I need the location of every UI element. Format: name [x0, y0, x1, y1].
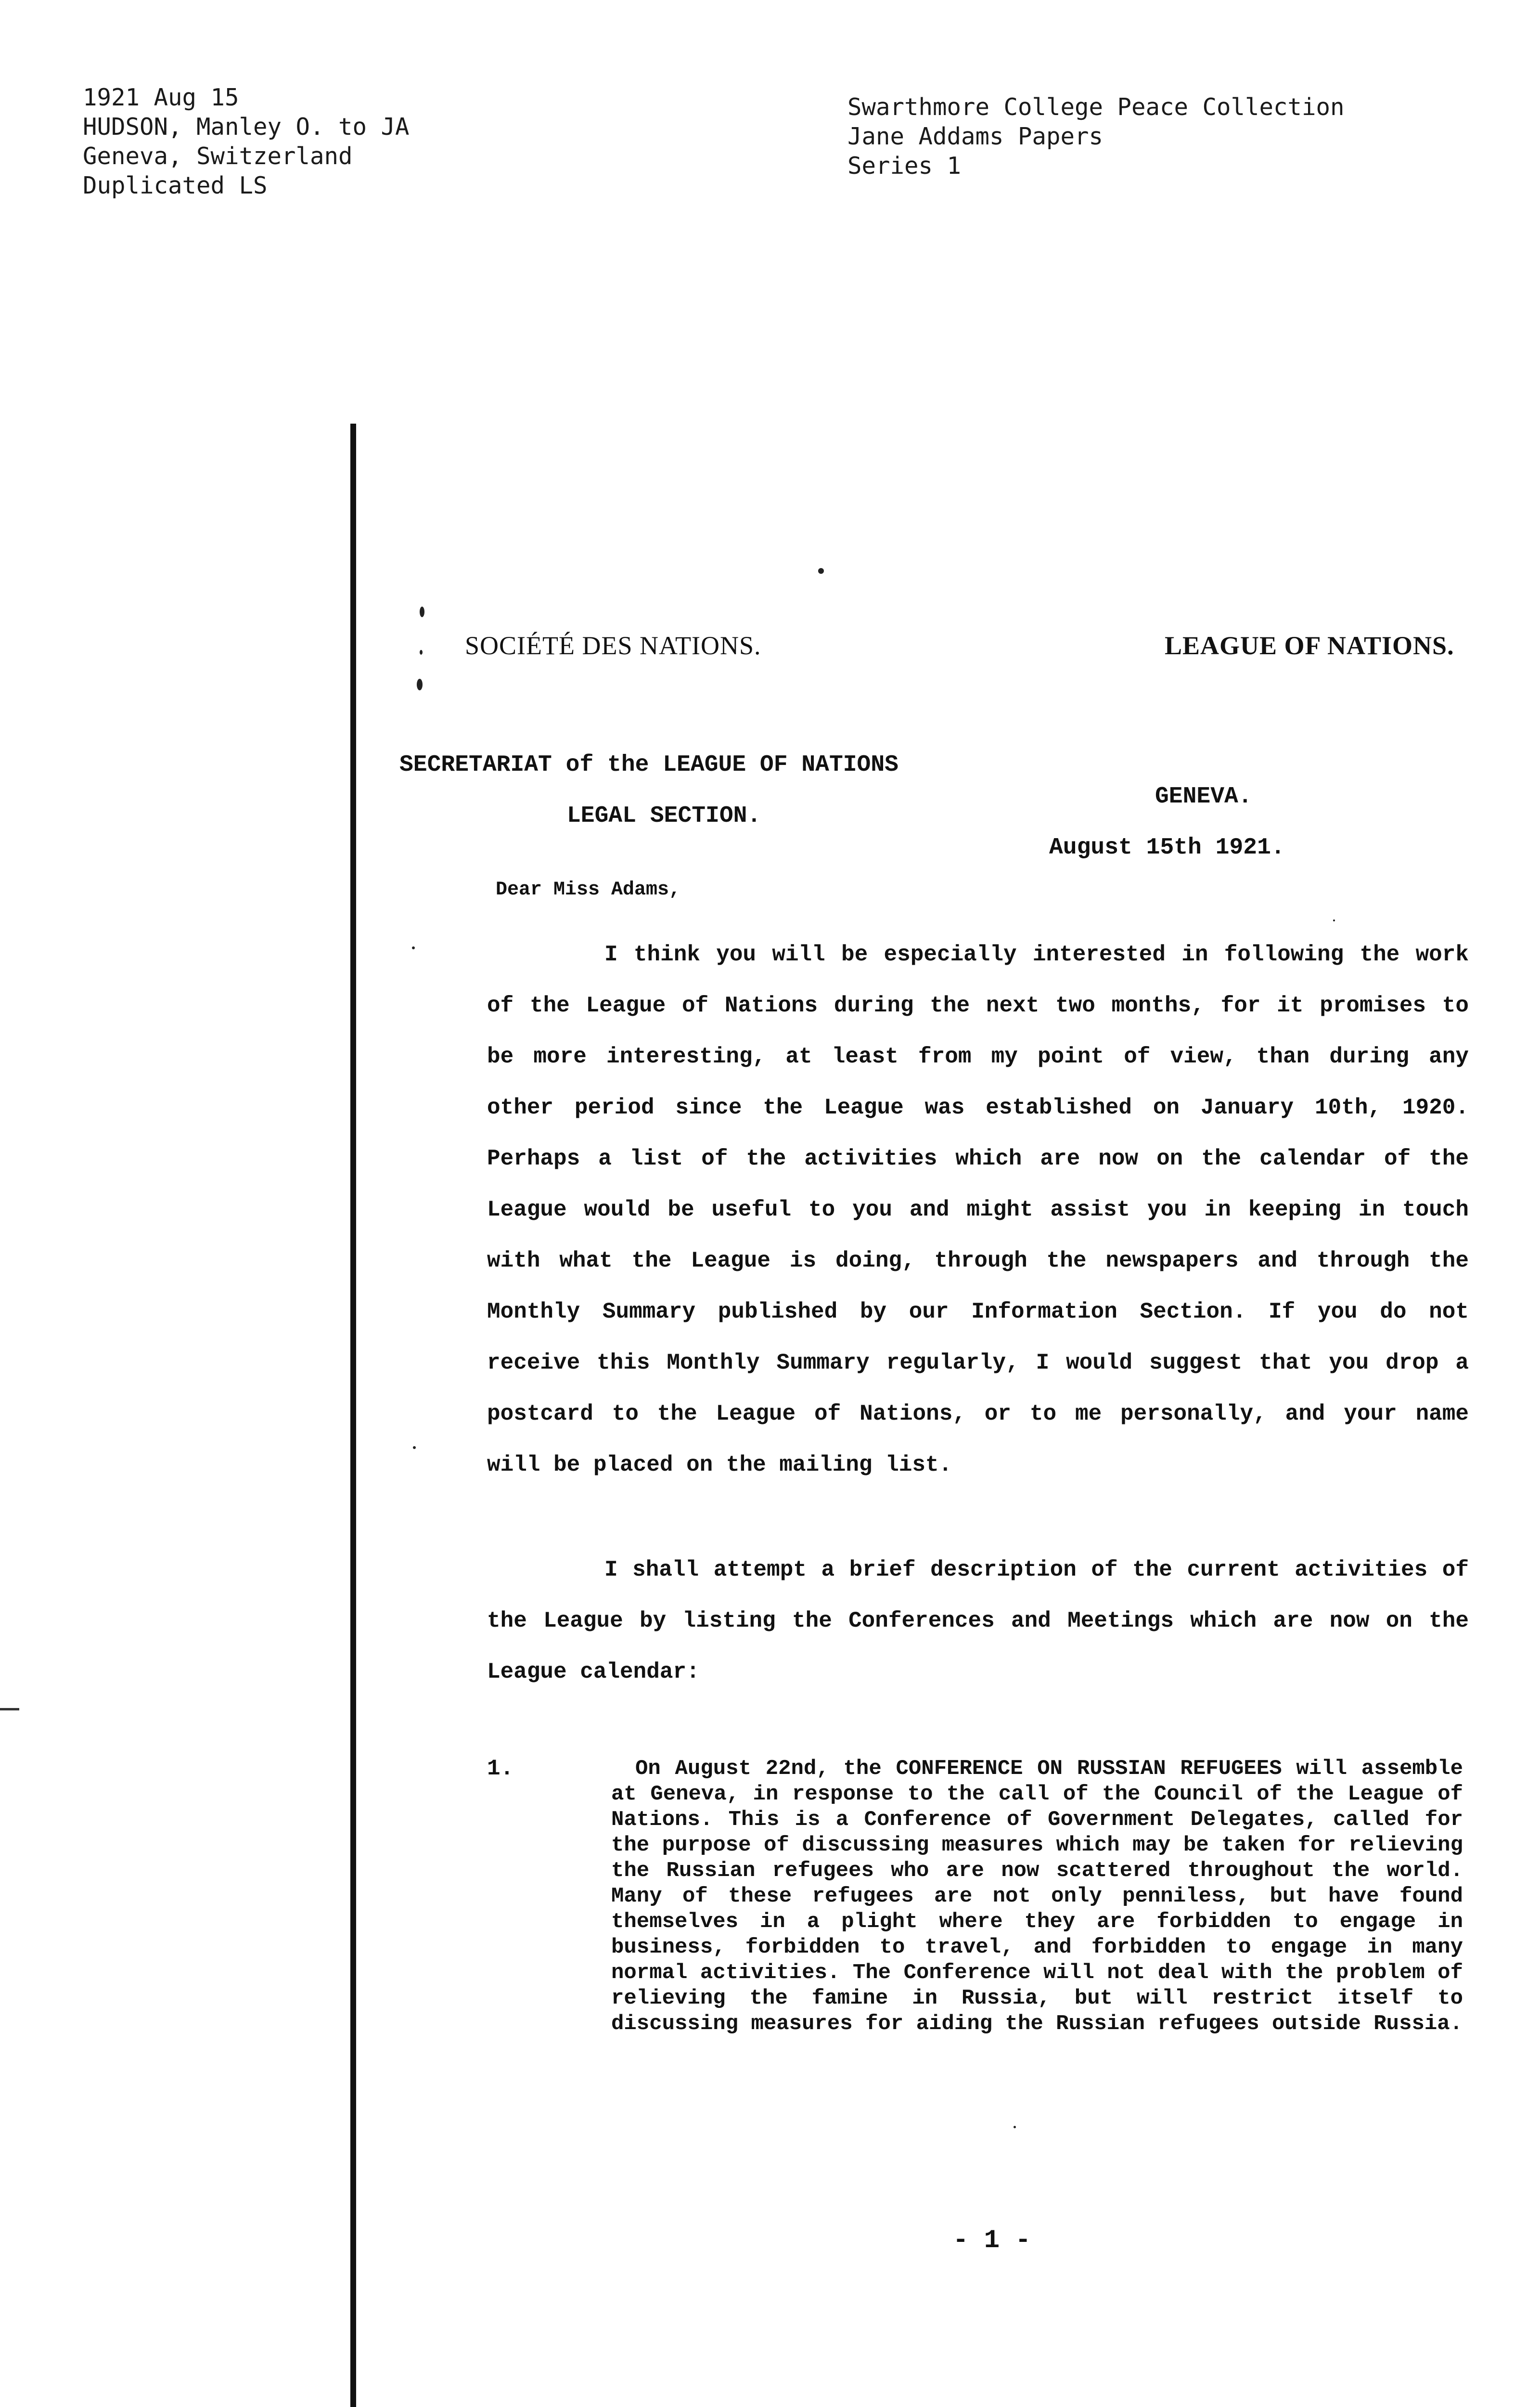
page-number: - 1 -: [953, 2226, 1031, 2255]
section-heading: LEGAL SECTION.: [567, 803, 761, 829]
archive-papers: Jane Addams Papers: [847, 123, 1104, 150]
paragraph: I shall attempt a brief description of the current activities of the League by listing the Conferences and Meetings which are now on the League calendar:: [487, 1557, 1469, 1684]
letterhead-english: LEAGUE OF NATIONS.: [1165, 631, 1454, 660]
paragraph: I think you will be especially interested in following the work of the League of Nations during the next two months, for it promises to be more interesting, at least from my point of view, than during any other period since the League was established on January 10th, 1920. Perhaps a list of the activities which are now on the calendar of the League would be useful to you and might assist you in keeping in touch with what the League is doing, through the newspapers and through the Monthly Summary published by our Information Section. If you do not receive this Monthly Summary regularly, I would suggest that you drop a postcard to the League of Nations, or to me personally, and your name will be placed on the mailing list.: [487, 942, 1469, 1477]
letter-city: GENEVA.: [1155, 784, 1252, 810]
letter-date: August 15th 1921.: [1049, 835, 1285, 861]
archive-place: Geneva, Switzerland: [83, 142, 353, 170]
secretariat-heading: SECRETARIAT of the LEAGUE OF NATIONS: [399, 752, 898, 778]
archive-collection: Swarthmore College Peace Collection: [847, 93, 1345, 121]
archive-citation-right: [847, 92, 1345, 181]
list-item-number: 1.: [487, 1756, 514, 1781]
archive-series: Series 1: [847, 152, 962, 180]
archive-correspondents: HUDSON, Manley O. to JA: [83, 113, 410, 141]
list-item-text: On August 22nd, the CONFERENCE ON RUSSIAN REFUGEES will assemble at Geneva, in response to the call of the Council of the League of Nations. This is a Conference of Government Delegates, called for the purpose of discussing measures which may be taken for relieving the Russian refugees who are now scattered throughout the world. Many of these refugees are not only penniless, but have found themselves in a plight where they are forbidden to engage in business, forbidden to travel, and forbidden to engage in many normal activities. The Conference will not deal with the problem of relieving the famine in Russia, but will restrict itself to discussing measures for aiding the Russian refugees outside Russia.: [611, 1757, 1463, 2036]
archive-date: 1921 Aug 15: [83, 84, 239, 111]
scan-margin-mark: [0, 1708, 19, 1710]
archive-citation-left: [83, 83, 410, 200]
letterhead-french: SOCIÉTÉ DES NATIONS.: [465, 631, 761, 660]
salutation: Dear Miss Adams,: [496, 879, 681, 901]
archive-document-type: Duplicated LS: [83, 172, 268, 199]
page-left-border: [350, 424, 356, 2407]
